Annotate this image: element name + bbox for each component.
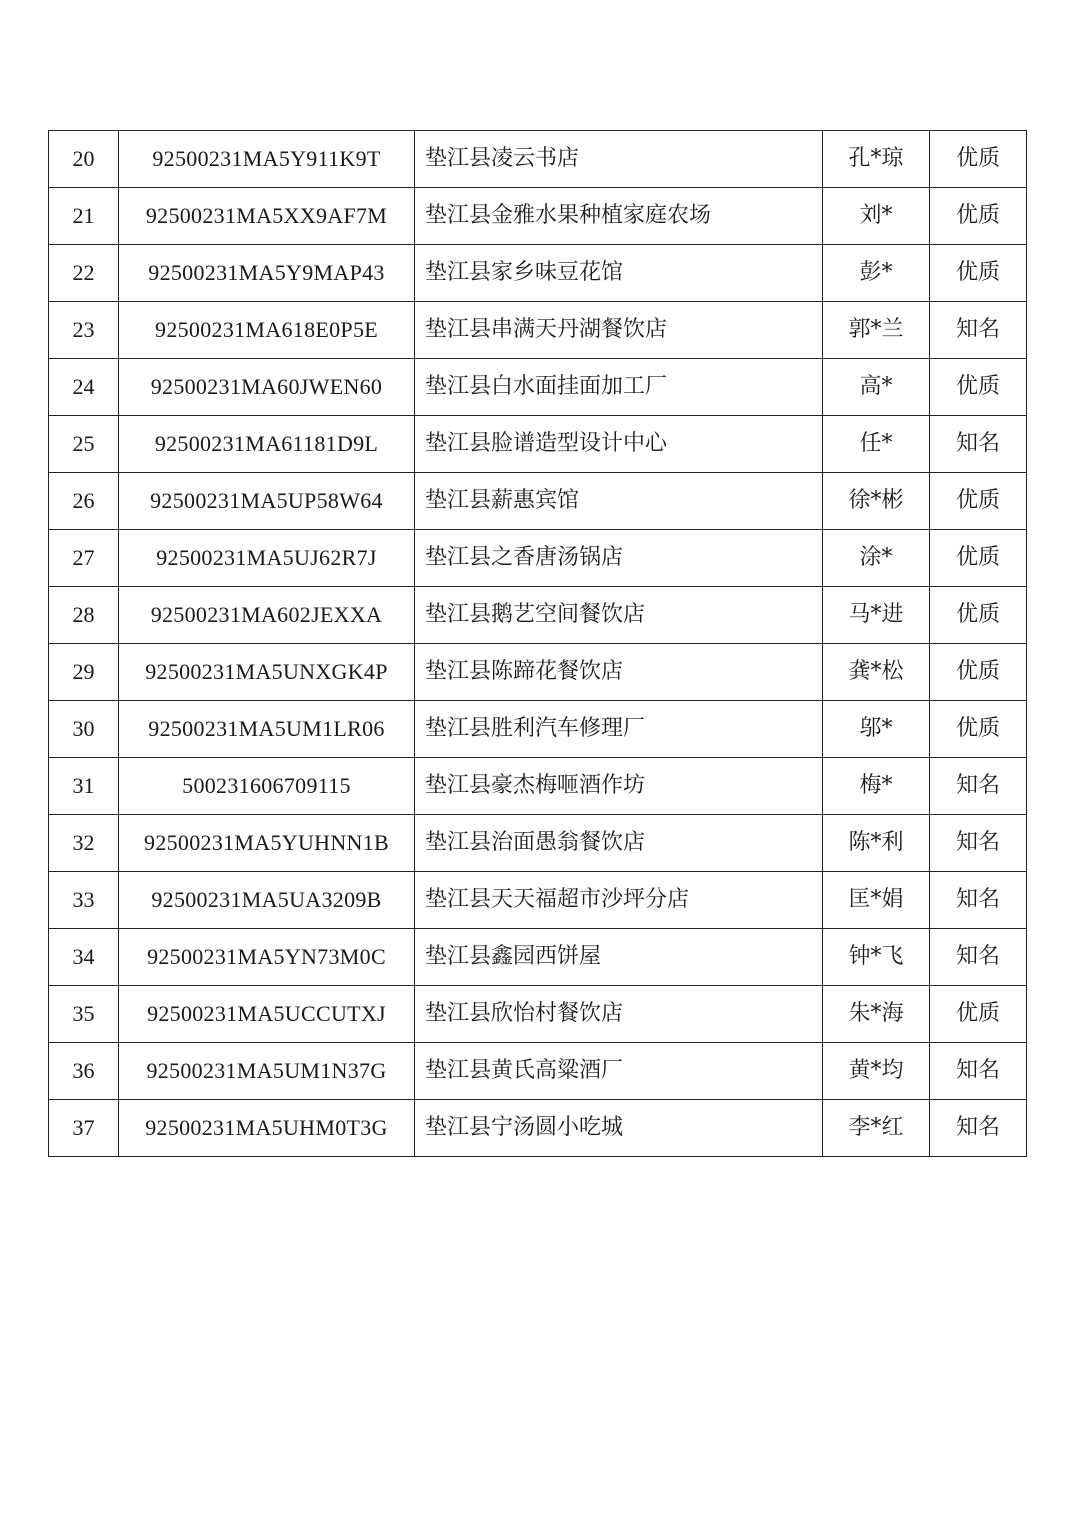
table-row [49,416,1027,473]
owner-name: 钟*飞 [823,929,930,986]
business-name: 垫江县欣怡村餐饮店 [415,986,823,1043]
row-number: 35 [49,986,119,1043]
table-row [49,473,1027,530]
table-row [49,188,1027,245]
business-name: 垫江县之香唐汤锅店 [415,530,823,587]
credit-code: 92500231MA5UM1N37G [119,1043,415,1100]
credit-code: 92500231MA5UP58W64 [119,473,415,530]
owner-name: 匡*娟 [823,872,930,929]
table-row [49,986,1027,1043]
grade: 优质 [930,131,1027,188]
row-number: 21 [49,188,119,245]
table-row [49,872,1027,929]
grade: 优质 [930,473,1027,530]
business-name: 垫江县鹅艺空间餐饮店 [415,587,823,644]
owner-name: 马*进 [823,587,930,644]
business-name: 垫江县陈蹄花餐饮店 [415,644,823,701]
table-row [49,929,1027,986]
owner-name: 黄*均 [823,1043,930,1100]
document-page [48,130,1026,1157]
credit-code: 92500231MA5UCCUTXJ [119,986,415,1043]
row-number: 31 [49,758,119,815]
row-number: 25 [49,416,119,473]
row-number: 32 [49,815,119,872]
credit-code: 92500231MA60JWEN60 [119,359,415,416]
business-name: 垫江县天天福超市沙坪分店 [415,872,823,929]
row-number: 33 [49,872,119,929]
credit-code: 92500231MA5YN73M0C [119,929,415,986]
credit-code: 92500231MA5UM1LR06 [119,701,415,758]
row-number: 23 [49,302,119,359]
credit-code: 500231606709115 [119,758,415,815]
table-row [49,245,1027,302]
table-row [49,701,1027,758]
business-name: 垫江县金雅水果种植家庭农场 [415,188,823,245]
business-name: 垫江县白水面挂面加工厂 [415,359,823,416]
row-number: 36 [49,1043,119,1100]
business-name: 垫江县凌云书店 [415,131,823,188]
owner-name: 李*红 [823,1100,930,1157]
row-number: 27 [49,530,119,587]
grade: 知名 [930,1043,1027,1100]
grade: 知名 [930,815,1027,872]
row-number: 24 [49,359,119,416]
credit-code: 92500231MA5UHM0T3G [119,1100,415,1157]
owner-name: 朱*海 [823,986,930,1043]
owner-name: 孔*琼 [823,131,930,188]
credit-code: 92500231MA602JEXXA [119,587,415,644]
credit-code: 92500231MA61181D9L [119,416,415,473]
owner-name: 徐*彬 [823,473,930,530]
business-name: 垫江县黄氏高粱酒厂 [415,1043,823,1100]
owner-name: 高* [823,359,930,416]
grade: 优质 [930,644,1027,701]
row-number: 37 [49,1100,119,1157]
row-number: 30 [49,701,119,758]
table-body [49,131,1027,1157]
business-name: 垫江县鑫园西饼屋 [415,929,823,986]
business-name: 垫江县脸谱造型设计中心 [415,416,823,473]
owner-name: 彭* [823,245,930,302]
business-name: 垫江县宁汤圆小吃城 [415,1100,823,1157]
grade: 知名 [930,1100,1027,1157]
table-row [49,359,1027,416]
credit-code: 92500231MA618E0P5E [119,302,415,359]
grade: 优质 [930,587,1027,644]
credit-code: 92500231MA5YUHNN1B [119,815,415,872]
table-row [49,1100,1027,1157]
grade: 知名 [930,416,1027,473]
table-row [49,587,1027,644]
business-name: 垫江县串满天丹湖餐饮店 [415,302,823,359]
owner-name: 涂* [823,530,930,587]
row-number: 20 [49,131,119,188]
table-row [49,644,1027,701]
table-row [49,530,1027,587]
business-name: 垫江县胜利汽车修理厂 [415,701,823,758]
business-registry-table [48,130,1027,1157]
owner-name: 刘* [823,188,930,245]
owner-name: 任* [823,416,930,473]
grade: 优质 [930,530,1027,587]
business-name: 垫江县薪惠宾馆 [415,473,823,530]
credit-code: 92500231MA5Y911K9T [119,131,415,188]
credit-code: 92500231MA5Y9MAP43 [119,245,415,302]
owner-name: 郭*兰 [823,302,930,359]
row-number: 29 [49,644,119,701]
grade: 优质 [930,701,1027,758]
row-number: 22 [49,245,119,302]
credit-code: 92500231MA5UJ62R7J [119,530,415,587]
grade: 优质 [930,359,1027,416]
owner-name: 邬* [823,701,930,758]
credit-code: 92500231MA5UNXGK4P [119,644,415,701]
table-row [49,131,1027,188]
table-row [49,1043,1027,1100]
owner-name: 梅* [823,758,930,815]
row-number: 28 [49,587,119,644]
grade: 知名 [930,872,1027,929]
grade: 知名 [930,302,1027,359]
grade: 优质 [930,245,1027,302]
grade: 知名 [930,758,1027,815]
table-row [49,758,1027,815]
business-name: 垫江县家乡味豆花馆 [415,245,823,302]
credit-code: 92500231MA5UA3209B [119,872,415,929]
owner-name: 龚*松 [823,644,930,701]
owner-name: 陈*利 [823,815,930,872]
grade: 优质 [930,986,1027,1043]
credit-code: 92500231MA5XX9AF7M [119,188,415,245]
row-number: 26 [49,473,119,530]
row-number: 34 [49,929,119,986]
grade: 知名 [930,929,1027,986]
table-row [49,302,1027,359]
business-name: 垫江县豪杰梅咂酒作坊 [415,758,823,815]
grade: 优质 [930,188,1027,245]
table-row [49,815,1027,872]
business-name: 垫江县治面愚翁餐饮店 [415,815,823,872]
